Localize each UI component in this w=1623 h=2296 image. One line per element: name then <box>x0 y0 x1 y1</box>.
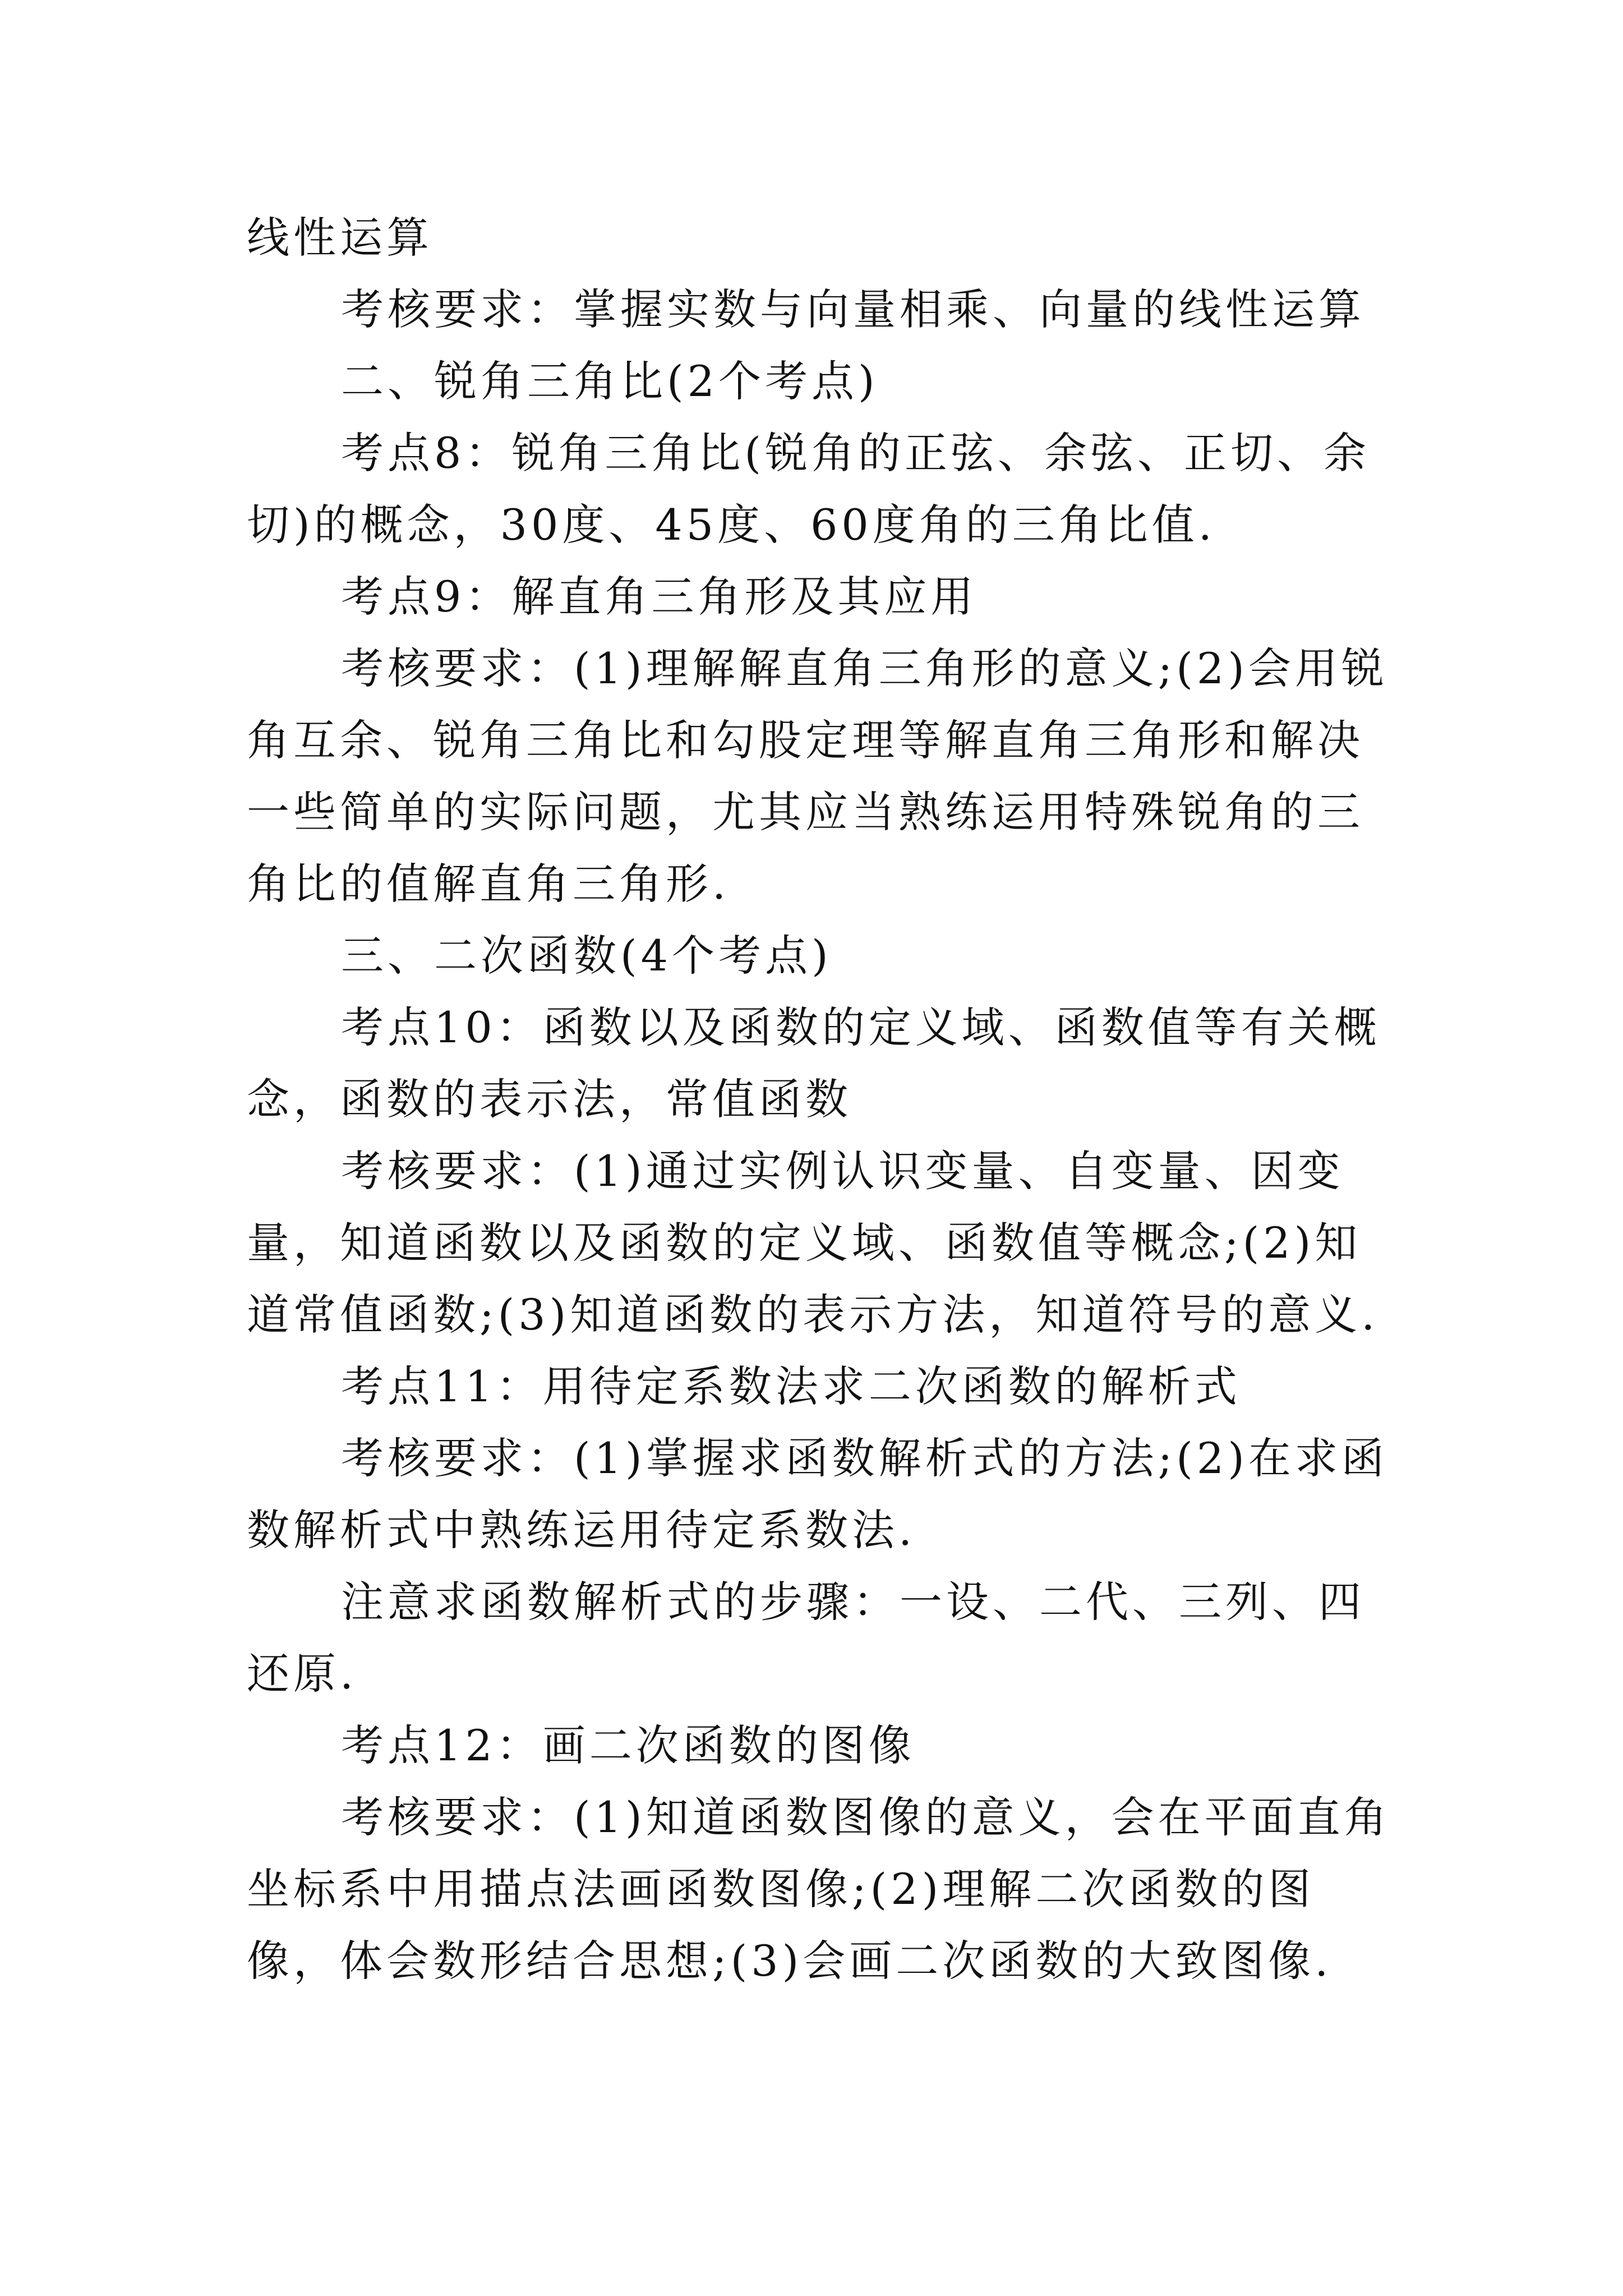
document-body <box>247 202 1402 1997</box>
paragraph-point-11: 考点11：用待定系数法求二次函数的解析式 <box>341 1361 1241 1411</box>
section-heading-trig: 二、锐角三角比(2个考点) <box>341 356 879 406</box>
paragraph-point-9: 考点9：解直角三角形及其应用 <box>341 572 978 622</box>
paragraph-assessment-point-9: 考核要求：(1)理解解直角三角形的意义;(2)会用锐角互余、锐角三角比和勾股定理等解直角三角形和解决一些简单的实际问题，尤其应当熟练运用特殊锐角的三角比的值解直角三角形. <box>247 643 1388 909</box>
paragraph-assessment-point-12: 考核要求：(1)知道函数图像的意义，会在平面直角坐标系中用描点法画函数图像;(2)理解二次函数的图像，体会数形结合思想;(3)会画二次函数的大致图像. <box>247 1792 1391 1986</box>
paragraph-assessment-point-11: 考核要求：(1)掌握求函数解析式的方法;(2)在求函数解析式中熟练运用待定系数法. <box>247 1433 1388 1555</box>
paragraph-point-8: 考点8：锐角三角比(锐角的正弦、余弦、正切、余切)的概念，30度、45度、60度角的三角比值. <box>247 428 1371 550</box>
paragraph-point-10: 考点10：函数以及函数的定义域、函数值等有关概念，函数的表示法，常值函数 <box>247 1002 1381 1124</box>
paragraph-point-12: 考点12：画二次函数的图像 <box>341 1720 915 1770</box>
paragraph-continuation: 线性运算 <box>247 213 433 263</box>
section-heading-quadratic: 三、二次函数(4个考点) <box>341 931 832 981</box>
paragraph-assessment-point-10: 考核要求：(1)通过实例认识变量、自变量、因变量，知道函数以及函数的定义域、函数值等概念;(2)知道常值函数;(3)知道函数的表示方法，知道符号的意义. <box>247 1146 1379 1340</box>
paragraph-assessment-vector: 考核要求：掌握实数与向量相乘、向量的线性运算 <box>341 284 1365 334</box>
paragraph-note-steps: 注意求函数解析式的步骤：一设、二代、三列、四还原. <box>247 1577 1365 1699</box>
